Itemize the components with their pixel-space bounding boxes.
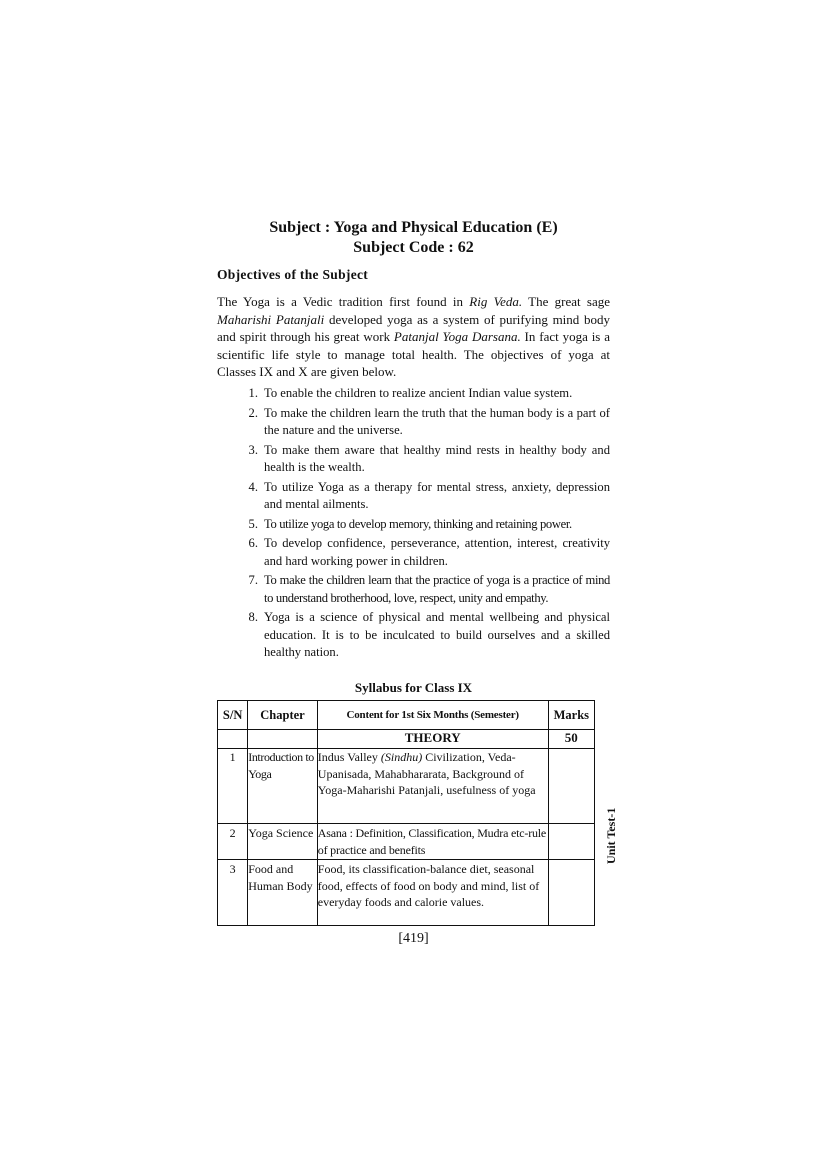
list-item <box>240 385 610 403</box>
content-text: Asana : Definition, Classification, Mudra etc-rule of practice and benefits <box>317 826 547 857</box>
intro-text: The great sage <box>522 294 610 309</box>
column-header-chapter: Chapter <box>248 701 318 730</box>
list-item-number: 5. <box>248 516 258 531</box>
row-marks <box>548 749 594 824</box>
empty-cell <box>248 730 318 749</box>
list-item <box>240 572 610 607</box>
intro-paragraph <box>217 293 610 381</box>
subject-code: Subject Code : 62 <box>353 239 474 256</box>
syllabus-title: Syllabus for Class IX <box>354 680 473 695</box>
table-header-row <box>218 701 595 730</box>
section-label: THEORY <box>317 730 548 749</box>
column-header-sn: S/N <box>218 701 248 730</box>
list-item <box>240 405 610 440</box>
row-marks <box>548 860 594 926</box>
syllabus-table <box>217 700 595 926</box>
list-item-text: To make the children learn that the practice of yoga is a practice of mind to understand brotherhood, love, respect, unity and empathy. <box>264 573 610 605</box>
intro-text: In fact yoga is a scientific life style to manage total health. The objectives of yoga at Classes IX and X are given below. <box>217 329 610 379</box>
list-item-number: 2. <box>248 405 258 420</box>
content-text: Indus Valley <box>317 750 381 764</box>
objectives-heading: Objectives of the Subject <box>217 267 369 282</box>
content-italic: (Sindhu) <box>380 750 423 764</box>
list-item-text: To make the children learn the truth that the human body is a part of the nature and the universe. <box>264 405 610 437</box>
unit-test-label: Unit Test-1 <box>604 807 618 864</box>
table-row <box>218 860 595 926</box>
list-item-number: 4. <box>248 479 258 494</box>
list-item <box>240 535 610 570</box>
subject-title: Subject : Yoga and Physical Education (E) <box>269 219 558 236</box>
list-item-text: To utilize yoga to develop memory, thinking and retaining power. <box>264 516 572 531</box>
list-item-text: To make them aware that healthy mind rests in healthy body and health is the wealth. <box>264 442 610 474</box>
table-row <box>218 749 595 824</box>
list-item <box>240 479 610 514</box>
intro-text: The Yoga is a Vedic tradition first found in <box>217 294 470 309</box>
row-content <box>317 824 548 860</box>
table-row <box>218 824 595 860</box>
list-item-number: 3. <box>248 442 258 457</box>
intro-italic: Rig Veda. <box>469 294 523 309</box>
list-item <box>240 442 610 477</box>
column-header-content: Content for 1st Six Months (Semester) <box>317 701 548 730</box>
content-text: Civilization, Veda-Upanisada, Mahabhararata, Background of Yoga-Maharishi Patanjali, usefulness of yoga <box>317 750 536 797</box>
list-item-text: To utilize Yoga as a therapy for mental stress, anxiety, depression and mental ailments. <box>264 479 610 511</box>
list-item <box>240 609 610 662</box>
row-sn: 3 <box>218 860 248 926</box>
row-content <box>317 860 548 926</box>
intro-text: developed yoga as a system of purifying mind body and spirit through his great work <box>217 311 611 344</box>
page-number: [419] <box>398 931 429 946</box>
list-item-text: Yoga is a science of physical and mental wellbeing and physical education. It is to be inculcated to build ourselves and a skilled healthy nation. <box>264 610 610 659</box>
section-marks: 50 <box>548 730 594 749</box>
list-item-number: 7. <box>248 573 258 587</box>
empty-cell <box>218 730 248 749</box>
objectives-list <box>240 385 610 662</box>
row-chapter: Food and Human Body <box>248 860 318 926</box>
column-header-marks: Marks <box>548 701 594 730</box>
row-sn: 1 <box>218 749 248 824</box>
row-content <box>317 749 548 824</box>
content-text: Food, its classification-balance diet, seasonal food, effects of food on body and mind, list of everyday foods and calorie values. <box>317 862 540 909</box>
list-item-text: To enable the children to realize ancient Indian value system. <box>264 386 573 400</box>
section-row <box>218 730 595 749</box>
list-item <box>240 516 610 534</box>
intro-italic: Maharishi Patanjali <box>217 311 325 327</box>
list-item-number: 8. <box>248 610 258 624</box>
list-item-text: To develop confidence, perseverance, attention, interest, creativity and hard working power in children. <box>264 536 610 568</box>
row-chapter: Yoga Science <box>248 824 318 860</box>
list-item-number: 6. <box>248 536 258 550</box>
row-marks <box>548 824 594 860</box>
row-sn: 2 <box>218 824 248 860</box>
intro-italic: Patanjal Yoga Darsana. <box>393 329 521 344</box>
list-item-number: 1. <box>248 386 258 400</box>
row-chapter: Introduction to Yoga <box>248 749 318 824</box>
